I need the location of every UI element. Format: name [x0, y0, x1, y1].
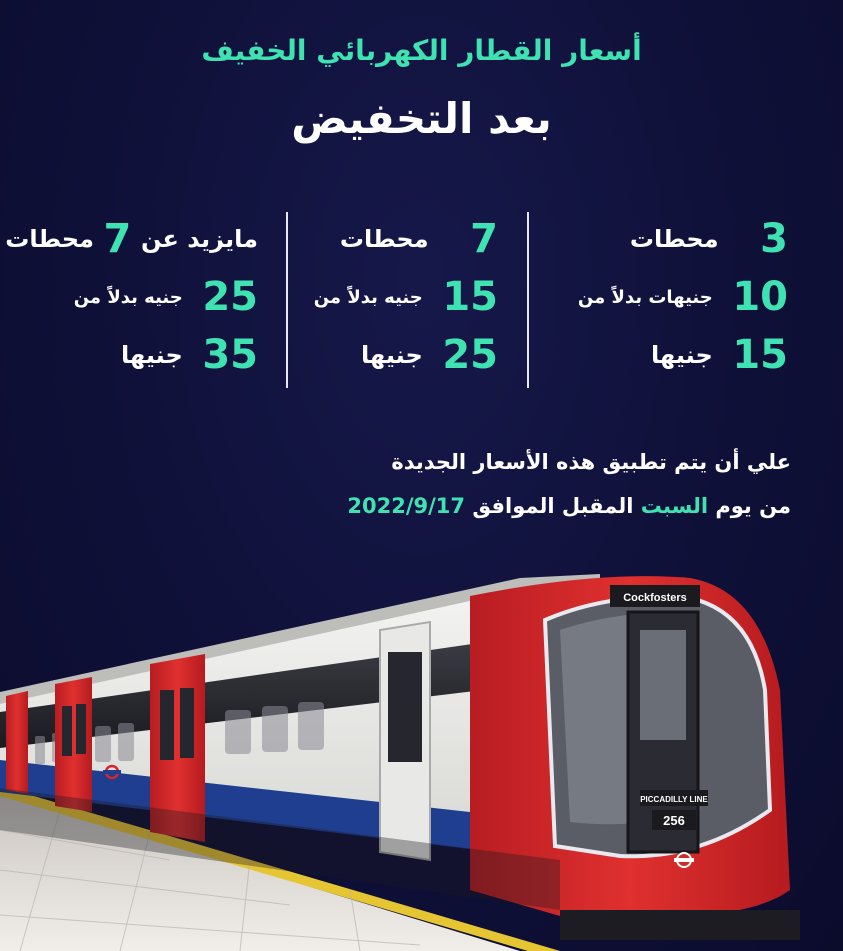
stations-row	[340, 216, 498, 272]
note-line-2	[347, 494, 791, 518]
new-price-row	[314, 274, 498, 330]
new-price: 25	[202, 274, 258, 320]
line-name-text: PICCADILLY LINE	[640, 795, 708, 804]
price-tier-3	[5, 208, 258, 388]
new-price-row	[578, 274, 788, 330]
door-window	[388, 652, 422, 762]
price-tier-1	[548, 208, 788, 388]
stations-count: 7	[103, 216, 132, 262]
door-window	[62, 706, 72, 756]
old-price-row	[651, 332, 788, 388]
note-line-1: علي أن يتم تطبيق هذه الأسعار الجديدة	[391, 450, 791, 474]
new-price-row	[74, 274, 258, 330]
train-number-text: 256	[663, 813, 685, 828]
new-price: 15	[442, 274, 498, 320]
note-from-day: من يوم	[715, 494, 791, 518]
title-line-2: بعد التخفيض	[291, 94, 552, 143]
new-price-label: جنيه بدلاً من	[73, 286, 183, 308]
price-tier-2	[303, 208, 498, 388]
stations-count: 3	[760, 216, 788, 262]
stations-label: محطات	[339, 225, 429, 253]
destination-text: Cockfosters	[623, 592, 687, 604]
old-price-label: جنيها	[651, 341, 713, 369]
train-illustration	[0, 560, 843, 951]
train-door	[55, 677, 92, 812]
front-door-window	[640, 630, 686, 740]
stations-label: محطات	[5, 225, 94, 253]
old-price: 15	[732, 332, 788, 378]
note-next: المقبل الموافق	[472, 494, 634, 518]
new-price: 10	[732, 274, 788, 320]
stations-row	[630, 216, 788, 272]
old-price: 25	[442, 332, 498, 378]
new-price-label: جنيهات بدلاً من	[577, 286, 713, 308]
stations-prefix: مايزيد عن	[140, 225, 258, 253]
column-divider	[286, 212, 288, 388]
stations-row	[5, 216, 258, 272]
title-line-1: أسعار القطار الكهربائي الخفيف	[201, 34, 642, 67]
stations-label: محطات	[629, 225, 719, 253]
train-undercarriage	[560, 910, 800, 940]
old-price-label: جنيها	[121, 341, 183, 369]
old-price-label: جنيها	[361, 341, 423, 369]
price-columns	[0, 208, 843, 388]
old-price: 35	[202, 332, 258, 378]
old-price-row	[121, 332, 258, 388]
column-divider	[527, 212, 529, 388]
note-date: 2022/9/17	[347, 494, 466, 518]
note-day: السبت	[640, 494, 709, 518]
old-price-row	[361, 332, 498, 388]
door-window	[160, 690, 174, 760]
stations-count: 7	[470, 216, 498, 262]
door-window	[180, 688, 194, 758]
door-window	[76, 704, 86, 754]
new-price-label: جنيه بدلاً من	[313, 286, 423, 308]
train-door	[6, 691, 28, 794]
